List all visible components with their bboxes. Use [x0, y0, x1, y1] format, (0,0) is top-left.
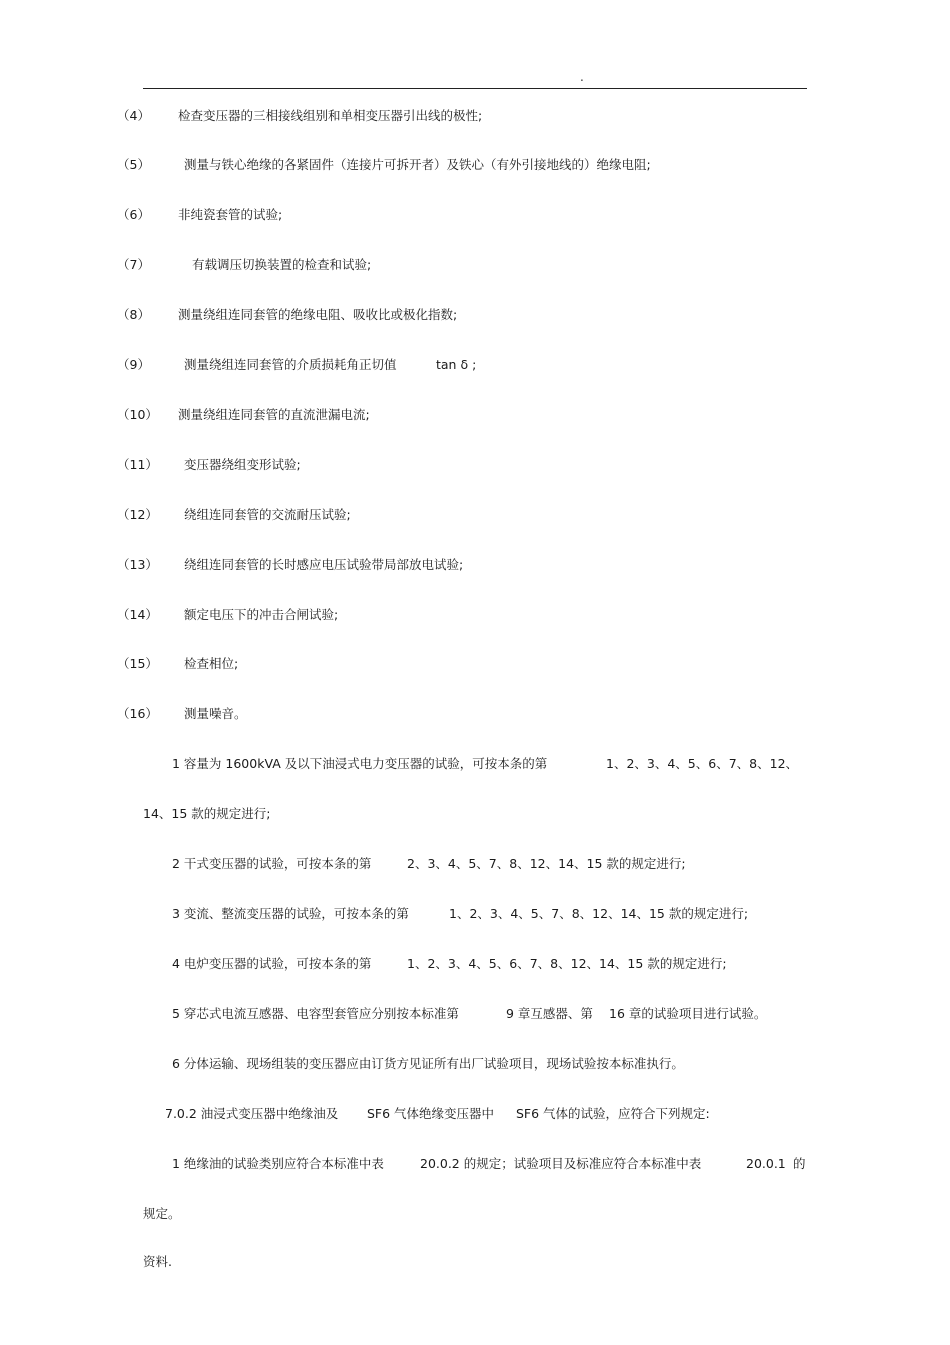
paragraph-text: 7.0.2 油浸式变压器中绝缘油及: [165, 1106, 339, 1121]
paragraph-8: [172, 1156, 384, 1172]
paragraph-1-clauses: [606, 756, 798, 772]
paragraph-text: 14、15 款的规定进行;: [143, 806, 271, 821]
item-number: （13）: [117, 557, 158, 572]
item-text: 测量绕组连同套管的直流泄漏电流;: [178, 407, 370, 422]
item-number: （4）: [117, 108, 150, 123]
clause-7-0-2: [165, 1106, 338, 1122]
paragraph-3-clauses: [449, 906, 748, 922]
paragraph-8-part-2: [420, 1156, 701, 1172]
paragraph-5-part-2: [506, 1006, 593, 1022]
item-number: （16）: [117, 706, 158, 721]
item-text: 检查相位;: [184, 656, 239, 671]
item-text: 变压器绕组变形试验;: [184, 457, 301, 472]
paragraph-3: [172, 906, 409, 922]
header-mark: .: [580, 70, 584, 84]
paragraph-text: 1、2、3、4、5、6、7、8、12、14、15 款的规定进行;: [407, 956, 727, 971]
item-formula: tan δ ;: [436, 357, 477, 372]
header-rule: [143, 88, 807, 89]
paragraph-text: 1、2、3、4、5、7、8、12、14、15 款的规定进行;: [449, 906, 749, 921]
paragraph-4: [172, 956, 371, 972]
paragraph-5: [172, 1006, 459, 1022]
paragraph-6: [172, 1056, 684, 1072]
paragraph-text: 2 干式变压器的试验，可按本条的第: [172, 856, 372, 871]
item-text: 测量绕组连同套管的绝缘电阻、吸收比或极化指数;: [178, 307, 458, 322]
clause-7-0-2-part-3: [516, 1106, 710, 1122]
paragraph-8-part-3: [746, 1156, 786, 1172]
paragraph-text: 2、3、4、5、7、8、12、14、15 款的规定进行;: [407, 856, 686, 871]
item-number: （11）: [117, 457, 158, 472]
item-number: （10）: [117, 407, 158, 422]
paragraph-5-part-3: [609, 1006, 766, 1022]
item-text: 测量与铁心绝缘的各紧固件（连接片可拆开者）及铁心（有外引接地线的）绝缘电阻;: [184, 157, 651, 172]
item-number: （15）: [117, 656, 158, 671]
paragraph-text: 1 容量为 1600kVA 及以下油浸式电力变压器的试验，可按本条的第: [172, 756, 548, 771]
paragraph-text: 6 分体运输、现场组装的变压器应由订货方见证所有出厂试验项目，现场试验按本标准执行。: [172, 1056, 684, 1071]
paragraph-text: 的: [793, 1156, 806, 1171]
paragraph-text: 4 电炉变压器的试验，可按本条的第: [172, 956, 372, 971]
item-text: 测量绕组连同套管的介质损耗角正切值: [184, 357, 397, 372]
paragraph-text: SF6 气体绝缘变压器中: [367, 1106, 495, 1121]
paragraph-text: 9 章互感器、第: [506, 1006, 593, 1021]
paragraph-text: 规定。: [143, 1206, 181, 1221]
paragraph-2-clauses: [407, 856, 686, 872]
paragraph-text: 16 章的试验项目进行试验。: [609, 1006, 767, 1021]
clause-7-0-2-part-2: [367, 1106, 494, 1122]
paragraph-text: 1 绝缘油的试验类别应符合本标准中表: [172, 1156, 384, 1171]
item-text: 额定电压下的冲击合闸试验;: [184, 607, 339, 622]
item-number: （12）: [117, 507, 158, 522]
paragraph-2: [172, 856, 371, 872]
item-number: （14）: [117, 607, 158, 622]
item-text: 绕组连同套管的长时感应电压试验带局部放电试验;: [184, 557, 464, 572]
paragraph-8-line-2: [143, 1206, 181, 1222]
item-text: 检查变压器的三相接线组别和单相变压器引出线的极性;: [178, 108, 483, 123]
item-text: 测量噪音。: [184, 706, 247, 721]
paragraph-text: 3 变流、整流变压器的试验，可按本条的第: [172, 906, 409, 921]
item-number: （5）: [117, 157, 150, 172]
item-number: （8）: [117, 307, 150, 322]
item-number: （7）: [117, 257, 150, 272]
item-text: 绕组连同套管的交流耐压试验;: [184, 507, 351, 522]
paragraph-1-line-2: [143, 806, 271, 822]
item-number: （9）: [117, 357, 150, 372]
item-number: （6）: [117, 207, 150, 222]
paragraph-8-part-4: [793, 1156, 806, 1172]
page-footer: 资料.: [143, 1254, 172, 1269]
item-text: 有载调压切换装置的检查和试验;: [192, 257, 372, 272]
paragraph-text: 20.0.2 的规定；试验项目及标准应符合本标准中表: [420, 1156, 702, 1171]
item-text: 非纯瓷套管的试验;: [178, 207, 283, 222]
paragraph-text: 5 穿芯式电流互感器、电容型套管应分别按本标准第: [172, 1006, 459, 1021]
paragraph-text: 20.0.1: [746, 1156, 786, 1171]
paragraph-text: 1、2、3、4、5、6、7、8、12、: [606, 756, 799, 771]
paragraph-4-clauses: [407, 956, 727, 972]
paragraph-text: SF6 气体的试验，应符合下列规定:: [516, 1106, 710, 1121]
paragraph-1-line-1: [172, 756, 547, 772]
